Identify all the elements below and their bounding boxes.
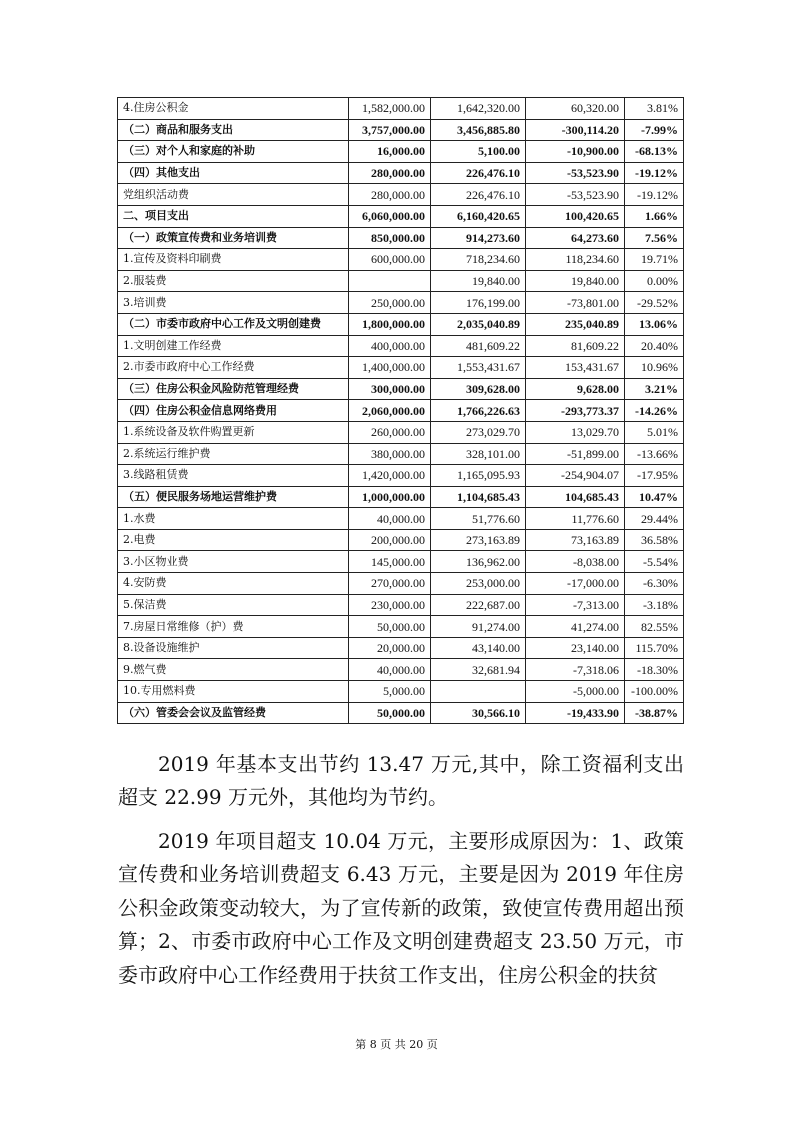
cell-actual: 1,165,095.93 [431, 465, 526, 487]
cell-rate: 115.70% [625, 637, 684, 659]
budget-table [117, 97, 684, 724]
cell-budget: 1,420,000.00 [349, 465, 431, 487]
cell-rate: -13.66% [625, 443, 684, 465]
table-row [118, 443, 684, 465]
cell-name: 1.宣传及资料印刷费 [118, 249, 349, 271]
cell-budget: 1,400,000.00 [349, 357, 431, 379]
cell-actual: 1,104,685.43 [431, 486, 526, 508]
table-row [118, 400, 684, 422]
cell-name: （三）住房公积金风险防范管理经费 [118, 378, 349, 400]
cell-rate: 7.56% [625, 227, 684, 249]
table-row [118, 227, 684, 249]
cell-budget: 3,757,000.00 [349, 119, 431, 141]
table-row [118, 357, 684, 379]
cell-diff: -7,313.00 [526, 594, 625, 616]
cell-name: 5.保洁费 [118, 594, 349, 616]
cell-actual: 176,199.00 [431, 292, 526, 314]
cell-diff: 235,040.89 [526, 313, 625, 335]
cell-budget: 145,000.00 [349, 551, 431, 573]
cell-actual: 273,163.89 [431, 529, 526, 551]
cell-actual: 51,776.60 [431, 508, 526, 530]
table-row [118, 119, 684, 141]
cell-budget: 6,060,000.00 [349, 205, 431, 227]
cell-diff: -51,899.00 [526, 443, 625, 465]
cell-budget: 280,000.00 [349, 162, 431, 184]
cell-actual: 273,029.70 [431, 421, 526, 443]
cell-rate: 19.71% [625, 249, 684, 271]
cell-budget: 1,000,000.00 [349, 486, 431, 508]
cell-rate: 29.44% [625, 508, 684, 530]
cell-diff: -10,900.00 [526, 141, 625, 163]
cell-name: 2.系统运行维护费 [118, 443, 349, 465]
cell-name: 3.线路租赁费 [118, 465, 349, 487]
cell-name: 二、项目支出 [118, 205, 349, 227]
cell-diff: 19,840.00 [526, 270, 625, 292]
cell-budget: 1,582,000.00 [349, 98, 431, 120]
table-row [118, 637, 684, 659]
table-row [118, 292, 684, 314]
cell-actual: 32,681.94 [431, 659, 526, 681]
cell-rate: 82.55% [625, 616, 684, 638]
cell-budget: 20,000.00 [349, 637, 431, 659]
cell-diff: 60,320.00 [526, 98, 625, 120]
cell-name: （六）管委会会议及监管经费 [118, 702, 349, 724]
table-row [118, 141, 684, 163]
cell-diff: -73,801.00 [526, 292, 625, 314]
cell-budget: 50,000.00 [349, 616, 431, 638]
cell-actual: 1,642,320.00 [431, 98, 526, 120]
cell-name: 2.市委市政府中心工作经费 [118, 357, 349, 379]
cell-name: （二）市委市政府中心工作及文明创建费 [118, 313, 349, 335]
cell-actual: 3,456,885.80 [431, 119, 526, 141]
cell-budget: 40,000.00 [349, 659, 431, 681]
table-row [118, 529, 684, 551]
cell-name: （一）政策宣传费和业务培训费 [118, 227, 349, 249]
cell-rate: -68.13% [625, 141, 684, 163]
cell-rate: -3.18% [625, 594, 684, 616]
cell-budget: 40,000.00 [349, 508, 431, 530]
cell-rate: -19.12% [625, 184, 684, 206]
table-row [118, 702, 684, 724]
cell-actual: 309,628.00 [431, 378, 526, 400]
table-row [118, 270, 684, 292]
cell-name: 3.培训费 [118, 292, 349, 314]
cell-diff: 64,273.60 [526, 227, 625, 249]
cell-actual: 253,000.00 [431, 573, 526, 595]
cell-rate: 13.06% [625, 313, 684, 335]
cell-rate: 3.21% [625, 378, 684, 400]
cell-budget: 16,000.00 [349, 141, 431, 163]
cell-rate: -18.30% [625, 659, 684, 681]
cell-name: 3.小区物业费 [118, 551, 349, 573]
table-row [118, 508, 684, 530]
cell-actual: 226,476.10 [431, 184, 526, 206]
table-row [118, 594, 684, 616]
table-row [118, 98, 684, 120]
cell-diff: -5,000.00 [526, 681, 625, 703]
cell-rate: 1.66% [625, 205, 684, 227]
budget-table-body [118, 98, 684, 724]
cell-diff: 118,234.60 [526, 249, 625, 271]
cell-diff: -53,523.90 [526, 184, 625, 206]
cell-rate: 36.58% [625, 529, 684, 551]
cell-actual: 43,140.00 [431, 637, 526, 659]
cell-name: 4.安防费 [118, 573, 349, 595]
cell-rate: -38.87% [625, 702, 684, 724]
cell-budget: 270,000.00 [349, 573, 431, 595]
cell-budget: 50,000.00 [349, 702, 431, 724]
cell-budget: 230,000.00 [349, 594, 431, 616]
cell-budget: 5,000.00 [349, 681, 431, 703]
cell-budget [349, 270, 431, 292]
cell-diff: 104,685.43 [526, 486, 625, 508]
table-row [118, 659, 684, 681]
cell-actual [431, 681, 526, 703]
paragraph-project-expenditure: 2019 年项目超支 10.04 万元，主要形成原因为：1、政策宣传费和业务培训费超支 6.43 万元，主要是因为 2019 年住房公积金政策变动较大，为了宣传新的政策，致使宣传费用超出预算；2、市委市政府中心工作及文明创建费超支 23.50 万元，市委市政府中心工作经费用于扶贫工作支出，住房公积金的扶贫 [118, 829, 684, 987]
cell-actual: 30,566.10 [431, 702, 526, 724]
cell-actual: 1,766,226.63 [431, 400, 526, 422]
cell-rate: -100.00% [625, 681, 684, 703]
cell-rate: 0.00% [625, 270, 684, 292]
cell-diff: 81,609.22 [526, 335, 625, 357]
cell-rate: -5.54% [625, 551, 684, 573]
cell-budget: 600,000.00 [349, 249, 431, 271]
cell-name: 9.燃气费 [118, 659, 349, 681]
cell-budget: 400,000.00 [349, 335, 431, 357]
cell-diff: 100,420.65 [526, 205, 625, 227]
table-row [118, 465, 684, 487]
cell-rate: 20.40% [625, 335, 684, 357]
cell-diff: 13,029.70 [526, 421, 625, 443]
table-row [118, 486, 684, 508]
cell-name: 4.住房公积金 [118, 98, 349, 120]
cell-actual: 718,234.60 [431, 249, 526, 271]
cell-diff: -17,000.00 [526, 573, 625, 595]
cell-name: （五）便民服务场地运营维护费 [118, 486, 349, 508]
cell-actual: 19,840.00 [431, 270, 526, 292]
cell-actual: 1,553,431.67 [431, 357, 526, 379]
cell-budget: 280,000.00 [349, 184, 431, 206]
paragraph-basic-expenditure: 2019 年基本支出节约 13.47 万元,其中，除工资福利支出超支 22.99 万元外，其他均为节约。 [118, 752, 684, 810]
cell-actual: 91,274.00 [431, 616, 526, 638]
cell-diff: -300,114.20 [526, 119, 625, 141]
cell-budget: 250,000.00 [349, 292, 431, 314]
cell-diff: -254,904.07 [526, 465, 625, 487]
cell-diff: 41,274.00 [526, 616, 625, 638]
cell-name: （三）对个人和家庭的补助 [118, 141, 349, 163]
cell-budget: 1,800,000.00 [349, 313, 431, 335]
cell-name: 2.服装费 [118, 270, 349, 292]
table-row [118, 616, 684, 638]
cell-rate: 10.47% [625, 486, 684, 508]
cell-name: 8.设备设施维护 [118, 637, 349, 659]
table-row [118, 551, 684, 573]
table-row [118, 162, 684, 184]
cell-name: 1.系统设备及软件购置更新 [118, 421, 349, 443]
cell-diff: -53,523.90 [526, 162, 625, 184]
cell-name: 1.文明创建工作经费 [118, 335, 349, 357]
cell-rate: -19.12% [625, 162, 684, 184]
table-row [118, 378, 684, 400]
cell-actual: 914,273.60 [431, 227, 526, 249]
cell-budget: 260,000.00 [349, 421, 431, 443]
cell-rate: -29.52% [625, 292, 684, 314]
table-row [118, 184, 684, 206]
cell-diff: 9,628.00 [526, 378, 625, 400]
cell-actual: 136,962.00 [431, 551, 526, 573]
cell-name: 党组织活动费 [118, 184, 349, 206]
cell-name: 10.专用燃料费 [118, 681, 349, 703]
cell-rate: -6.30% [625, 573, 684, 595]
table-row [118, 421, 684, 443]
cell-name: （四）其他支出 [118, 162, 349, 184]
cell-rate: 3.81% [625, 98, 684, 120]
cell-actual: 6,160,420.65 [431, 205, 526, 227]
cell-rate: 5.01% [625, 421, 684, 443]
cell-name: 7.房屋日常维修（护）费 [118, 616, 349, 638]
table-row [118, 205, 684, 227]
cell-rate: -17.95% [625, 465, 684, 487]
cell-actual: 5,100.00 [431, 141, 526, 163]
cell-actual: 328,101.00 [431, 443, 526, 465]
cell-budget: 300,000.00 [349, 378, 431, 400]
table-row [118, 335, 684, 357]
cell-rate: -7.99% [625, 119, 684, 141]
table-row [118, 313, 684, 335]
cell-actual: 226,476.10 [431, 162, 526, 184]
page-footer: 第 8 页 共 20 页 [355, 1038, 438, 1051]
cell-name: （二）商品和服务支出 [118, 119, 349, 141]
cell-actual: 481,609.22 [431, 335, 526, 357]
cell-diff: 73,163.89 [526, 529, 625, 551]
cell-budget: 200,000.00 [349, 529, 431, 551]
cell-rate: 10.96% [625, 357, 684, 379]
table-row [118, 681, 684, 703]
cell-diff: -19,433.90 [526, 702, 625, 724]
cell-diff: -293,773.37 [526, 400, 625, 422]
cell-diff: -7,318.06 [526, 659, 625, 681]
cell-budget: 850,000.00 [349, 227, 431, 249]
table-row [118, 573, 684, 595]
cell-name: 1.水费 [118, 508, 349, 530]
cell-name: （四）住房公积金信息网络费用 [118, 400, 349, 422]
cell-diff: 11,776.60 [526, 508, 625, 530]
cell-name: 2.电费 [118, 529, 349, 551]
cell-diff: 153,431.67 [526, 357, 625, 379]
cell-diff: -8,038.00 [526, 551, 625, 573]
cell-actual: 222,687.00 [431, 594, 526, 616]
cell-diff: 23,140.00 [526, 637, 625, 659]
table-row [118, 249, 684, 271]
cell-budget: 2,060,000.00 [349, 400, 431, 422]
cell-actual: 2,035,040.89 [431, 313, 526, 335]
cell-rate: -14.26% [625, 400, 684, 422]
cell-budget: 380,000.00 [349, 443, 431, 465]
